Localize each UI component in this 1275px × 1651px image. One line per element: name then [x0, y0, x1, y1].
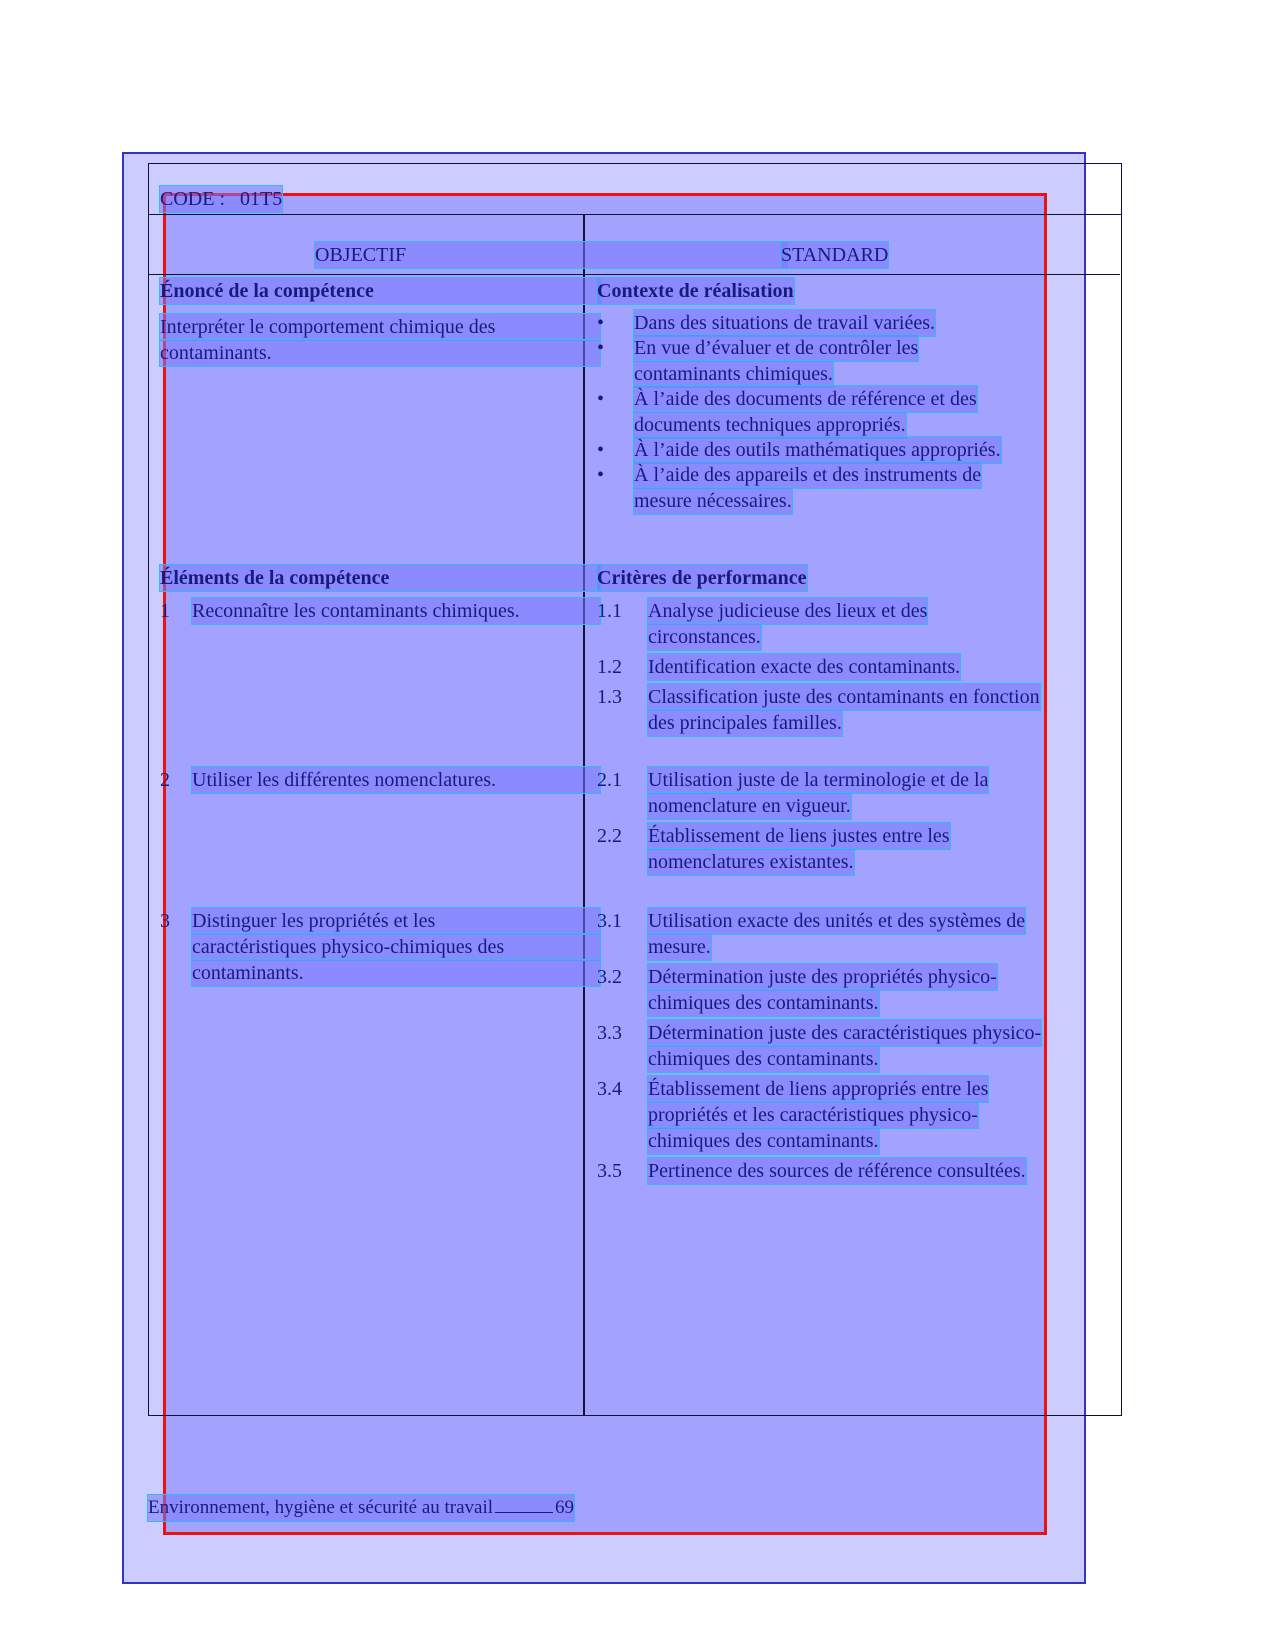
critere-line: Établissement de liens justes entre les [648, 825, 950, 847]
critere-number: 3.1 [597, 910, 622, 932]
footer-text: Environnement, hygiène et sécurité au travail [148, 1497, 494, 1518]
contexte-line: En vue d’évaluer et de contrôler les [634, 337, 919, 359]
critere-line: Établissement de liens appropriés entre les [648, 1078, 989, 1100]
critere-number: 1.3 [597, 686, 622, 708]
code-line [160, 186, 282, 212]
critere-line: des principales familles. [648, 712, 842, 734]
criteres-heading: Critères de performance [597, 567, 807, 589]
critere-line: Classification juste des contaminants en fonction [648, 686, 1040, 708]
element-line: Reconnaître les contaminants chimiques. [192, 598, 600, 624]
critere-line: chimiques des contaminants. [648, 1048, 879, 1070]
elements-heading: Éléments de la compétence [160, 565, 600, 591]
element-line: Distinguer les propriétés et les [192, 908, 600, 934]
standard-header: STANDARD [781, 244, 889, 266]
critere-line: chimiques des contaminants. [648, 1130, 879, 1152]
contexte-line: À l’aide des appareils et des instruments de [634, 464, 982, 486]
contexte-line: À l’aide des outils mathématiques appropriés. [634, 439, 1001, 461]
element-line: contaminants. [192, 960, 600, 986]
enonce-heading: Énoncé de la compétence [160, 278, 600, 304]
critere-line: Pertinence des sources de référence consultées. [648, 1160, 1026, 1182]
critere-number: 2.2 [597, 825, 622, 847]
critere-line: chimiques des contaminants. [648, 992, 879, 1014]
page-footer [148, 1495, 574, 1521]
critere-number: 2.1 [597, 769, 622, 791]
critere-number: 3.3 [597, 1022, 622, 1044]
contexte-line: À l’aide des documents de référence et des [634, 388, 977, 410]
element-line: Utiliser les différentes nomenclatures. [192, 767, 600, 793]
footer-page-number: 69 [555, 1497, 575, 1518]
critere-number: 3.2 [597, 966, 622, 988]
critere-line: Détermination juste des propriétés physico- [648, 966, 997, 988]
critere-line: circonstances. [648, 626, 761, 648]
bullet: • [597, 312, 605, 334]
critere-line: Analyse judicieuse des lieux et des [648, 600, 928, 622]
critere-number: 3.4 [597, 1078, 622, 1100]
contexte-line: documents techniques appropriés. [634, 414, 906, 436]
critere-number: 3.5 [597, 1160, 622, 1182]
critere-line: Détermination juste des caractéristiques physico- [648, 1022, 1042, 1044]
critere-line: Utilisation juste de la terminologie et de la [648, 769, 989, 791]
code-label: CODE : [160, 188, 225, 210]
column-header-divider [148, 274, 1120, 275]
critere-line: Identification exacte des contaminants. [648, 656, 961, 678]
critere-line: mesure. [648, 936, 711, 958]
critere-number: 1.1 [597, 600, 622, 622]
critere-line: nomenclature en vigueur. [648, 795, 851, 817]
column-divider [583, 214, 585, 1416]
critere-line: nomenclatures existantes. [648, 851, 854, 873]
element-number: 3 [160, 910, 170, 932]
critere-number: 1.2 [597, 656, 622, 678]
element-number: 1 [160, 600, 170, 622]
contexte-line: mesure nécessaires. [634, 490, 792, 512]
contexte-line: contaminants chimiques. [634, 363, 833, 385]
element-line: caractéristiques physico-chimiques des [192, 934, 600, 960]
enonce-line: contaminants. [160, 340, 600, 366]
critere-line: propriétés et les caractéristiques physico- [648, 1104, 978, 1126]
bullet: • [597, 464, 605, 486]
bullet: • [597, 337, 605, 359]
code-value: 01T5 [240, 188, 283, 210]
element-number: 2 [160, 769, 170, 791]
objectif-header: OBJECTIF [315, 242, 787, 268]
critere-line: Utilisation exacte des unités et des systèmes de [648, 910, 1026, 932]
contexte-heading: Contexte de réalisation [597, 280, 794, 302]
bullet: • [597, 388, 605, 410]
contexte-line: Dans des situations de travail variées. [634, 312, 936, 334]
header-divider [148, 214, 1122, 215]
enonce-line: Interpréter le comportement chimique des [160, 314, 600, 340]
bullet: • [597, 439, 605, 461]
